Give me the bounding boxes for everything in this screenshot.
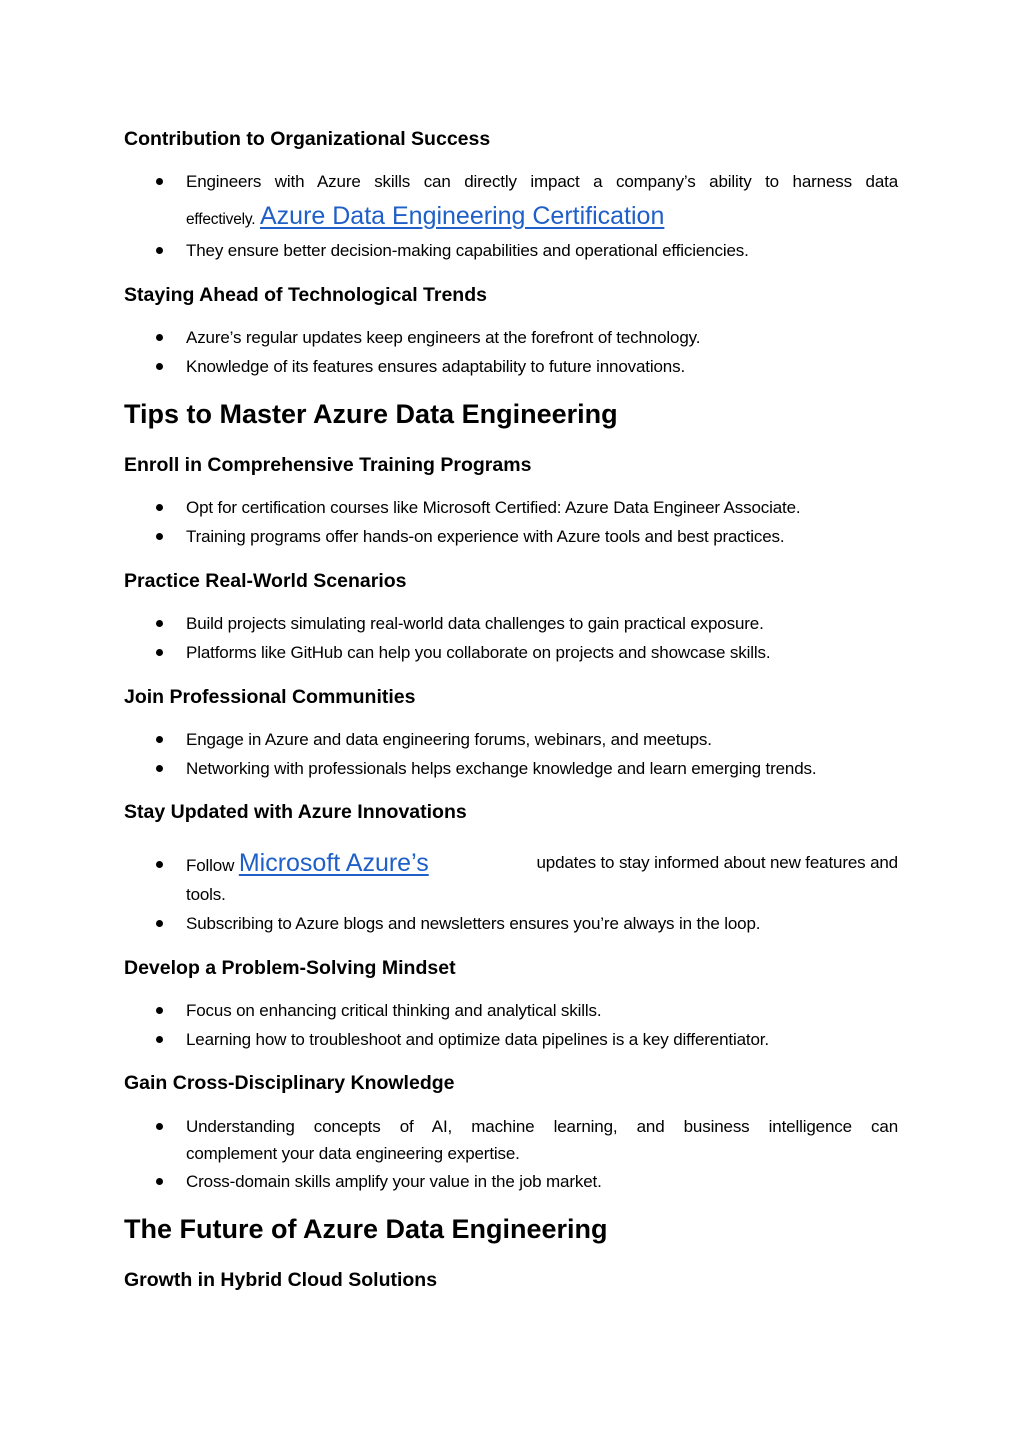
list-item <box>186 237 898 265</box>
heading-hybrid: Growth in Hybrid Cloud Solutions <box>124 1269 438 1291</box>
list-item-text: Cross-domain skills amplify your value in the job market. <box>186 1172 602 1191</box>
azure-certification-link[interactable]: Azure Data Engineering Certification <box>259 202 665 230</box>
bullet-icon <box>156 363 163 370</box>
list-item <box>186 845 898 884</box>
list-item <box>186 910 898 938</box>
list-item-text: Networking with professionals helps exchange knowledge and learn emerging trends. <box>186 759 817 778</box>
bullet-icon <box>156 920 163 927</box>
list-item <box>186 1168 898 1196</box>
list-item-text: Build projects simulating real-world data challenges to gain practical exposure. <box>186 614 764 633</box>
bullet-icon <box>156 1036 163 1043</box>
bullet-icon <box>156 861 163 868</box>
list-item-continuation <box>186 881 898 909</box>
list-item-text: Follow <box>186 856 235 875</box>
microsoft-azure-link[interactable]: Microsoft Azure’s <box>238 849 429 877</box>
list-item <box>186 755 898 783</box>
list-item-text: Subscribing to Azure blogs and newsletters ensures you’re always in the loop. <box>186 914 761 933</box>
heading-mindset: Develop a Problem-Solving Mindset <box>124 957 456 979</box>
bullet-icon <box>156 620 163 627</box>
bullet-icon <box>156 649 163 656</box>
list-item-text: Training programs offer hands-on experience with Azure tools and best practices. <box>186 527 785 546</box>
list-item <box>186 1113 898 1141</box>
list-item <box>186 324 898 352</box>
list-item <box>186 168 898 196</box>
list-item-text: Platforms like GitHub can help you collaborate on projects and showcase skills. <box>186 643 771 662</box>
list-item-text: effectively. <box>186 211 256 228</box>
title-future: The Future of Azure Data Engineering <box>124 1214 608 1244</box>
list-item-text: Engage in Azure and data engineering forums, webinars, and meetups. <box>186 730 712 749</box>
list-item-text: Understanding concepts of AI, machine learning, and business intelligence can <box>186 1117 898 1136</box>
bullet-icon <box>156 533 163 540</box>
list-item <box>186 494 898 522</box>
bullet-icon <box>156 504 163 511</box>
heading-communities: Join Professional Communities <box>124 686 416 708</box>
bullet-icon <box>156 1007 163 1014</box>
list-item <box>186 1026 898 1054</box>
title-tips: Tips to Master Azure Data Engineering <box>124 399 618 429</box>
bullet-icon <box>156 178 163 185</box>
list-item <box>186 639 898 667</box>
list-item <box>186 523 898 551</box>
list-item-continuation <box>186 1140 898 1168</box>
bullet-icon <box>156 736 163 743</box>
list-item-text: updates to stay informed about new features and <box>536 853 898 872</box>
list-item-text: Opt for certification courses like Microsoft Certified: Azure Data Engineer Associate. <box>186 498 801 517</box>
list-item-continuation <box>186 198 898 238</box>
list-item-text: Knowledge of its features ensures adaptability to future innovations. <box>186 357 686 376</box>
heading-enroll: Enroll in Comprehensive Training Programs <box>124 454 532 476</box>
heading-updated: Stay Updated with Azure Innovations <box>124 801 467 823</box>
heading-cross: Gain Cross-Disciplinary Knowledge <box>124 1072 455 1094</box>
list-item <box>186 353 898 381</box>
heading-contribution: Contribution to Organizational Success <box>124 128 491 150</box>
list-item-text: tools. <box>186 885 226 904</box>
bullet-icon <box>156 1178 163 1185</box>
heading-staying-ahead: Staying Ahead of Technological Trends <box>124 284 487 306</box>
bullet-icon <box>156 765 163 772</box>
list-item <box>186 610 898 638</box>
heading-practice: Practice Real-World Scenarios <box>124 570 407 592</box>
list-item-text: complement your data engineering expertise. <box>186 1144 520 1163</box>
list-item <box>186 997 898 1025</box>
list-item-text: They ensure better decision-making capabilities and operational efficiencies. <box>186 241 749 260</box>
bullet-icon <box>156 1123 163 1130</box>
bullet-icon <box>156 334 163 341</box>
list-item-text: Learning how to troubleshoot and optimize data pipelines is a key differentiator. <box>186 1030 769 1049</box>
list-item-text: Engineers with Azure skills can directly impact a company’s ability to harness data <box>186 172 898 191</box>
list-item <box>186 726 898 754</box>
bullet-icon <box>156 247 163 254</box>
list-item-text: Azure’s regular updates keep engineers at the forefront of technology. <box>186 328 701 347</box>
list-item-text: Focus on enhancing critical thinking and analytical skills. <box>186 1001 602 1020</box>
